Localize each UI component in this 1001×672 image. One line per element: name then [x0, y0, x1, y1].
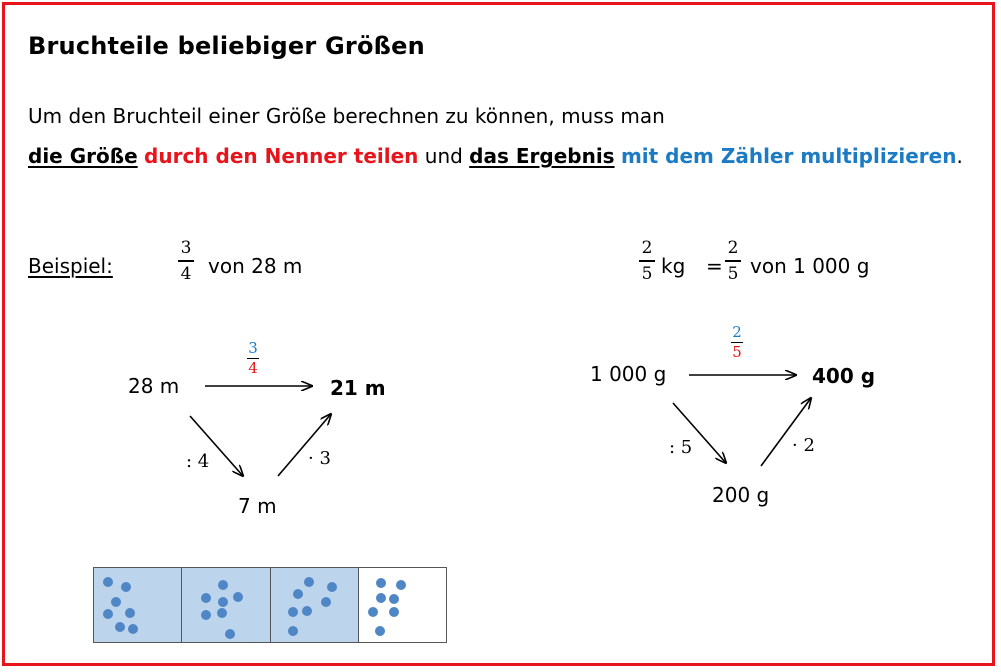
example2-intermediate: 200 g	[712, 483, 770, 507]
dot	[201, 610, 211, 620]
example2-fraction-numerator: 2	[641, 238, 653, 258]
example2-start-value: 1 000 g	[590, 362, 667, 386]
dot	[103, 609, 113, 619]
example1-result: 21 m	[330, 376, 386, 400]
dot	[304, 577, 314, 587]
dot	[375, 626, 385, 636]
dot	[288, 607, 298, 617]
dot	[376, 593, 386, 603]
dot-part-2	[182, 568, 270, 642]
dot	[218, 580, 228, 590]
rule-part-result: das Ergebnis	[469, 144, 615, 168]
dot	[288, 626, 298, 636]
example2-fraction2-numerator: 2	[727, 238, 739, 258]
example1-fraction-numerator: 3	[180, 238, 192, 258]
rule-part-period: .	[956, 144, 963, 168]
example-label: Beispiel:	[28, 254, 113, 278]
example1-multiply-label: · 3	[308, 448, 331, 469]
example2-divide-label: : 5	[669, 437, 693, 458]
dot	[389, 594, 399, 604]
page-title: Bruchteile beliebiger Größen	[28, 32, 425, 60]
example2-result: 400 g	[812, 364, 876, 388]
example2-equals: =	[706, 254, 723, 278]
dot	[218, 597, 228, 607]
rule-part-multiply: mit dem Zähler multiplizieren	[620, 144, 957, 168]
example2-fraction2-denominator: 5	[727, 263, 739, 284]
rule-part-size: die Größe	[28, 144, 138, 168]
example1-start-value: 28 m	[128, 374, 180, 398]
dot	[115, 622, 125, 632]
fraction-dot-diagram	[93, 567, 447, 643]
dot	[103, 577, 113, 587]
dot	[293, 589, 303, 599]
example2-arrow-numerator: 2	[732, 323, 742, 341]
dot	[111, 597, 121, 607]
rule-part-divide: durch den Nenner teilen	[144, 144, 419, 168]
dot	[201, 593, 211, 603]
intro-line-1: Um den Bruchteil einer Größe berechnen zu können, muss man	[28, 104, 665, 128]
example1-intermediate: 7 m	[238, 494, 277, 518]
dot	[128, 624, 138, 634]
dot	[396, 580, 406, 590]
example2-multiply-label: · 2	[792, 435, 815, 456]
dot-part-3	[271, 568, 359, 642]
dot	[121, 582, 131, 592]
dot	[233, 592, 243, 602]
example1-divide-label: : 4	[186, 451, 210, 472]
example2-arrow-denominator: 5	[732, 343, 742, 361]
dot-part-1	[94, 568, 182, 642]
dot-part-4	[359, 568, 446, 642]
example2-fraction-denominator: 5	[641, 263, 653, 284]
example1-arrow-fraction	[247, 340, 259, 377]
dot	[368, 607, 378, 617]
example1-arrow-denominator: 4	[248, 359, 258, 377]
dot	[217, 608, 227, 618]
dot	[225, 629, 235, 639]
example2-unit: kg	[661, 254, 686, 278]
rule-part-and: und	[424, 144, 463, 168]
dot	[321, 597, 331, 607]
dot	[376, 578, 386, 588]
dot	[327, 582, 337, 592]
example1-arrow-numerator: 3	[248, 339, 258, 357]
dot	[302, 606, 312, 616]
dot	[125, 608, 135, 618]
example1-fraction-denominator: 4	[180, 263, 192, 284]
dot	[389, 607, 399, 617]
example2-arrow-fraction	[731, 324, 743, 361]
example2-of-text: von 1 000 g	[750, 254, 870, 278]
example1-of-text: von 28 m	[208, 254, 303, 278]
